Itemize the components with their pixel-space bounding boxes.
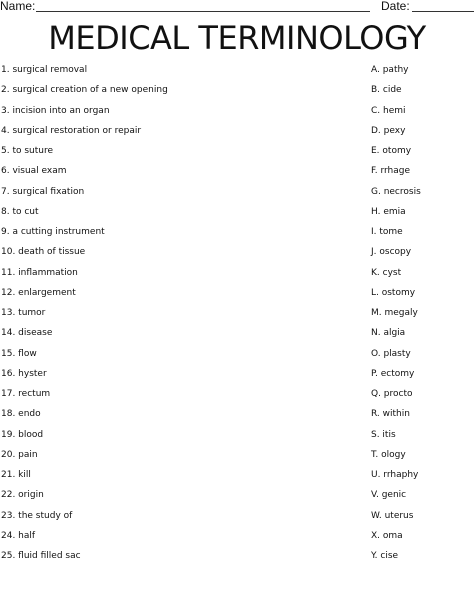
list-item [0, 468, 474, 488]
list-item [0, 448, 474, 468]
list-item [0, 529, 474, 549]
term-definition: 21. kill [1, 470, 31, 480]
term-definition: 6. visual exam [1, 166, 67, 177]
term-definition: 14. disease [1, 328, 53, 339]
term-definition: 16. hyster [1, 368, 47, 379]
term-definition: 9. a cutting instrument [1, 227, 105, 237]
list-item [0, 144, 474, 164]
answer-option: X. oma [371, 530, 403, 541]
term-definition: 24. half [1, 530, 36, 541]
answer-option: D. pexy [371, 125, 406, 136]
list-item [0, 407, 474, 427]
list-item [0, 83, 474, 103]
list-item [0, 164, 474, 184]
list-item [0, 367, 474, 387]
answer-option: V. genic [371, 490, 407, 501]
answer-option: R. within [371, 409, 410, 420]
page-title: MEDICAL TERMINOLOGY [48, 19, 426, 57]
list-item [0, 266, 474, 286]
term-definition: 18. endo [1, 409, 41, 420]
term-definition: 1. surgical removal [1, 65, 88, 75]
term-definition: 13. tumor [1, 308, 46, 318]
list-item [0, 428, 474, 448]
list-item [0, 488, 474, 508]
term-definition: 22. origin [1, 490, 44, 501]
term-definition: 10. death of tissue [1, 247, 86, 258]
list-item [0, 347, 474, 367]
answer-option: Y. cise [371, 551, 399, 561]
answer-option: B. cide [371, 85, 402, 96]
list-item [0, 104, 474, 124]
term-definition: 20. pain [1, 449, 38, 460]
answer-option: H. emia [371, 206, 406, 217]
term-definition: 7. surgical fixation [1, 186, 85, 197]
list-item [0, 124, 474, 144]
answer-option: T. ology [371, 449, 406, 460]
list-item [0, 225, 474, 245]
answer-option: L. ostomy [371, 287, 416, 298]
term-definition: 3. incision into an organ [1, 105, 110, 116]
list-item [0, 205, 474, 225]
date-label: Date: [381, 0, 410, 13]
term-definition: 19. blood [1, 429, 44, 440]
list-item [0, 286, 474, 306]
answer-option: J. oscopy [371, 247, 412, 258]
term-definition: 8. to cut [1, 206, 39, 217]
answer-option: F. rrhage [371, 166, 411, 177]
list-item [0, 306, 474, 326]
answer-option: M. megaly [371, 308, 418, 318]
worksheet-header [0, 0, 474, 14]
list-item [0, 185, 474, 205]
answer-option: S. itis [371, 429, 396, 440]
term-definition: 15. flow [1, 348, 37, 359]
list-item [0, 326, 474, 346]
term-definition: 17. rectum [1, 389, 51, 399]
answer-option: A. pathy [371, 65, 409, 75]
answer-option: G. necrosis [371, 186, 421, 197]
answer-option: N. algia [371, 328, 406, 339]
answer-option: E. otomy [371, 146, 412, 156]
answer-option: O. plasty [371, 348, 411, 359]
list-item [0, 509, 474, 529]
answer-option: K. cyst [371, 267, 402, 278]
matching-list [0, 63, 474, 569]
answer-option: W. uterus [371, 510, 414, 521]
term-definition: 11. inflammation [1, 267, 78, 278]
term-definition: 5. to suture [1, 146, 54, 156]
date-blank-line [412, 11, 474, 12]
answer-option: U. rrhaphy [371, 470, 419, 480]
answer-option: I. tome [371, 227, 403, 237]
list-item [0, 387, 474, 407]
name-label: Name: [0, 0, 36, 13]
term-definition: 25. fluid filled sac [1, 551, 81, 561]
name-blank-line [36, 11, 370, 12]
term-definition: 2. surgical creation of a new opening [1, 85, 168, 96]
term-definition: 4. surgical restoration or repair [1, 125, 142, 136]
list-item [0, 63, 474, 83]
answer-option: Q. procto [371, 389, 413, 399]
answer-option: C. hemi [371, 105, 406, 116]
answer-option: P. ectomy [371, 368, 415, 379]
list-item [0, 549, 474, 569]
term-definition: 23. the study of [1, 510, 73, 521]
list-item [0, 245, 474, 265]
term-definition: 12. enlargement [1, 287, 76, 298]
